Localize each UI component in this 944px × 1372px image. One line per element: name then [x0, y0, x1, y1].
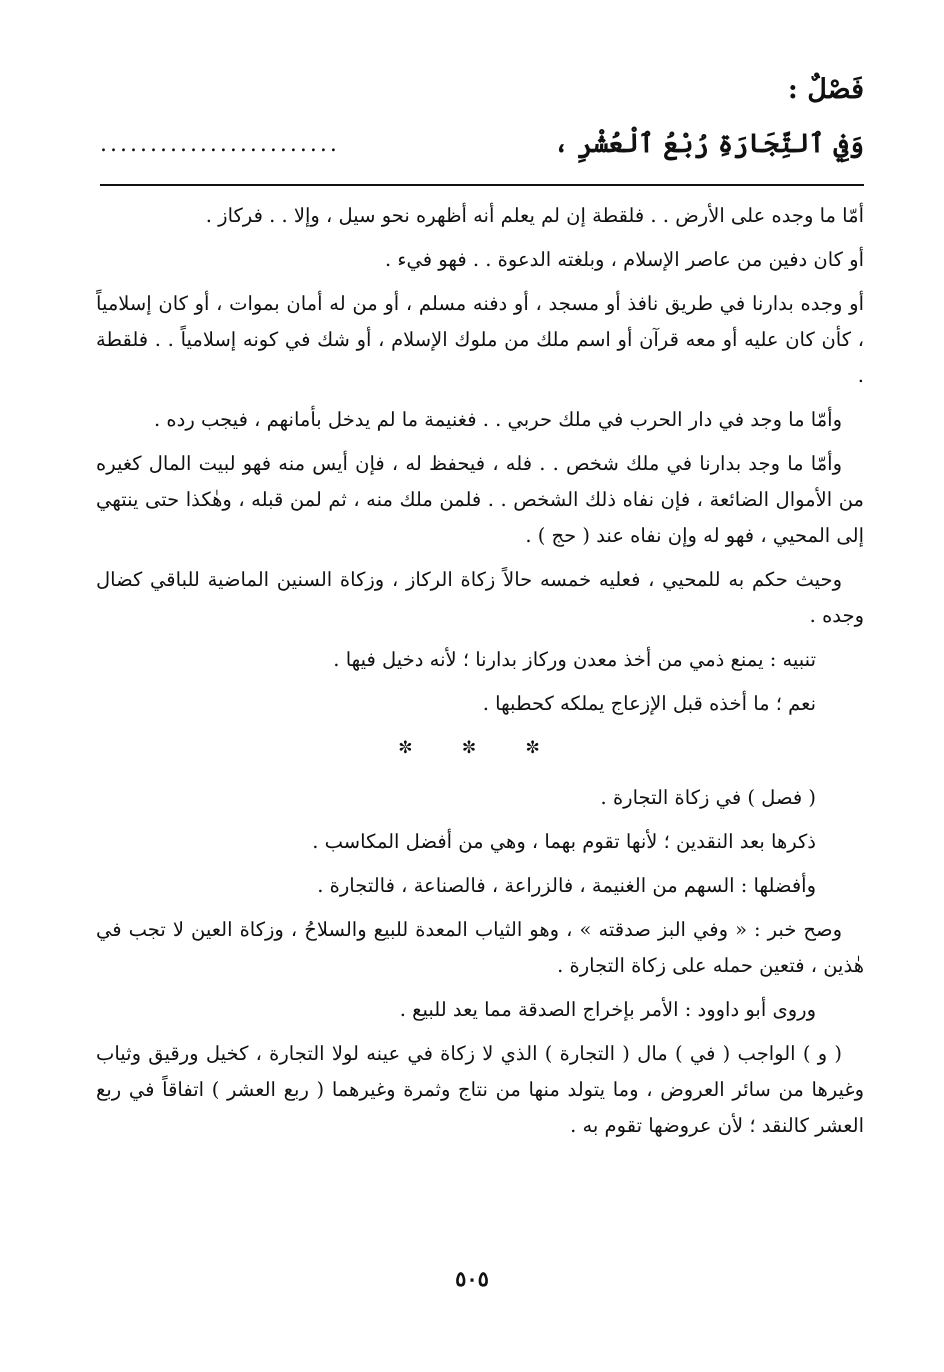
section2-line-2: وأفضلها : السهم من الغنيمة ، فالزراعة ، فالصناعة ، فالتجارة . [317, 874, 816, 897]
paragraph-abu-dawud: وروى أبو داوود : الأمر بإخراج الصدقة مما يعد للبيع . [399, 998, 816, 1021]
paragraph-bazz: وصح خبر : « وفي البز صدقته » ، وهو الثياب المعدة للبيع والسلاحُ ، وزكاة العين لا تجب في هٰذين ، فتعين حمله على زكاة التجارة . [96, 918, 864, 977]
commentary-body [96, 198, 864, 1152]
paragraph-wajib: ( و ) الواجب ( في ) مال ( التجارة ) الذي لا زكاة في عينه لولا التجارة ، كخيل ورقيق وثياب وغيرها من سائر العروض ، وما يتولد منها من نتاج وثمرة وغيرهما ( ربع العشر ) اتفاقاً في ربع العشر كالنقد ؛ لأن عروضها تقوم به . [96, 1042, 864, 1137]
divider-rule [100, 184, 864, 186]
section-heading: فَصْلٌ : [787, 74, 864, 105]
paragraph-fay: أو كان دفين من عاصر الإسلام ، وبلغته الدعوة . . فهو فيء . [384, 248, 864, 271]
paragraph-milk-shakhs: وأمّا ما وجد بدارنا في ملك شخص . . فله ، فيحفظ له ، فإن أيس منه فهو لبيت المال كغيره من الأموال الضائعة ، فإن نفاه ذلك الشخص . . فلمن ملك منه ، ثم لمن قبله ، وهٰكذا حتى ينتهي إلى المحيي ، فهو له وإن نفاه عند ( حج ) . [96, 452, 864, 547]
matn-text: وَفِي ٱلتِّجَارَةِ رُبْعُ ٱلْعُشْرِ ، [553, 129, 864, 159]
matn-dots: ........................ [100, 131, 340, 157]
paragraph-muhyi: وحيث حكم به للمحيي ، فعليه خمسه حالاً زكاة الركاز ، وزكاة السنين الماضية للباقي كضال وجده . [96, 568, 864, 627]
section2-line-1: ذكرها بعد النقدين ؛ لأنها تقوم بهما ، وهي من أفضل المكاسب . [312, 830, 816, 853]
paragraph-darna: أو وجده بدارنا في طريق نافذ أو مسجد ، أو دفنه مسلم ، أو من له أمان بموات ، أو كان إسلامياً ، كأن كان عليه أو معه قرآن أو اسم ملك من ملوك الإسلام ، أو شك في كونه إسلامياً . . فلقطة . [96, 292, 864, 387]
note-tanbih: تنبيه : يمنع ذمي من أخذ معدن وركاز بدارنا ؛ لأنه دخيل فيها . [333, 648, 816, 671]
section2-heading: ( فصل ) في زكاة التجارة . [600, 786, 816, 809]
matn-line [100, 124, 864, 164]
page-number: ٥٠٥ [455, 1266, 489, 1291]
paragraph-luqata: أمّا ما وجده على الأرض . . فلقطة إن لم يعلم أنه أظهره نحو سيل ، وإلا . . فركاز . [205, 204, 864, 227]
section-separator: ✼ ✼ ✼ [398, 738, 562, 758]
paragraph-dar-harb: وأمّا ما وجد في دار الحرب في ملك حربي . . فغنيمة ما لم يدخل بأمانهم ، فيجب رده . [154, 408, 842, 431]
note-naam: نعم ؛ ما أخذه قبل الإزعاج يملكه كحطبها . [482, 692, 816, 715]
